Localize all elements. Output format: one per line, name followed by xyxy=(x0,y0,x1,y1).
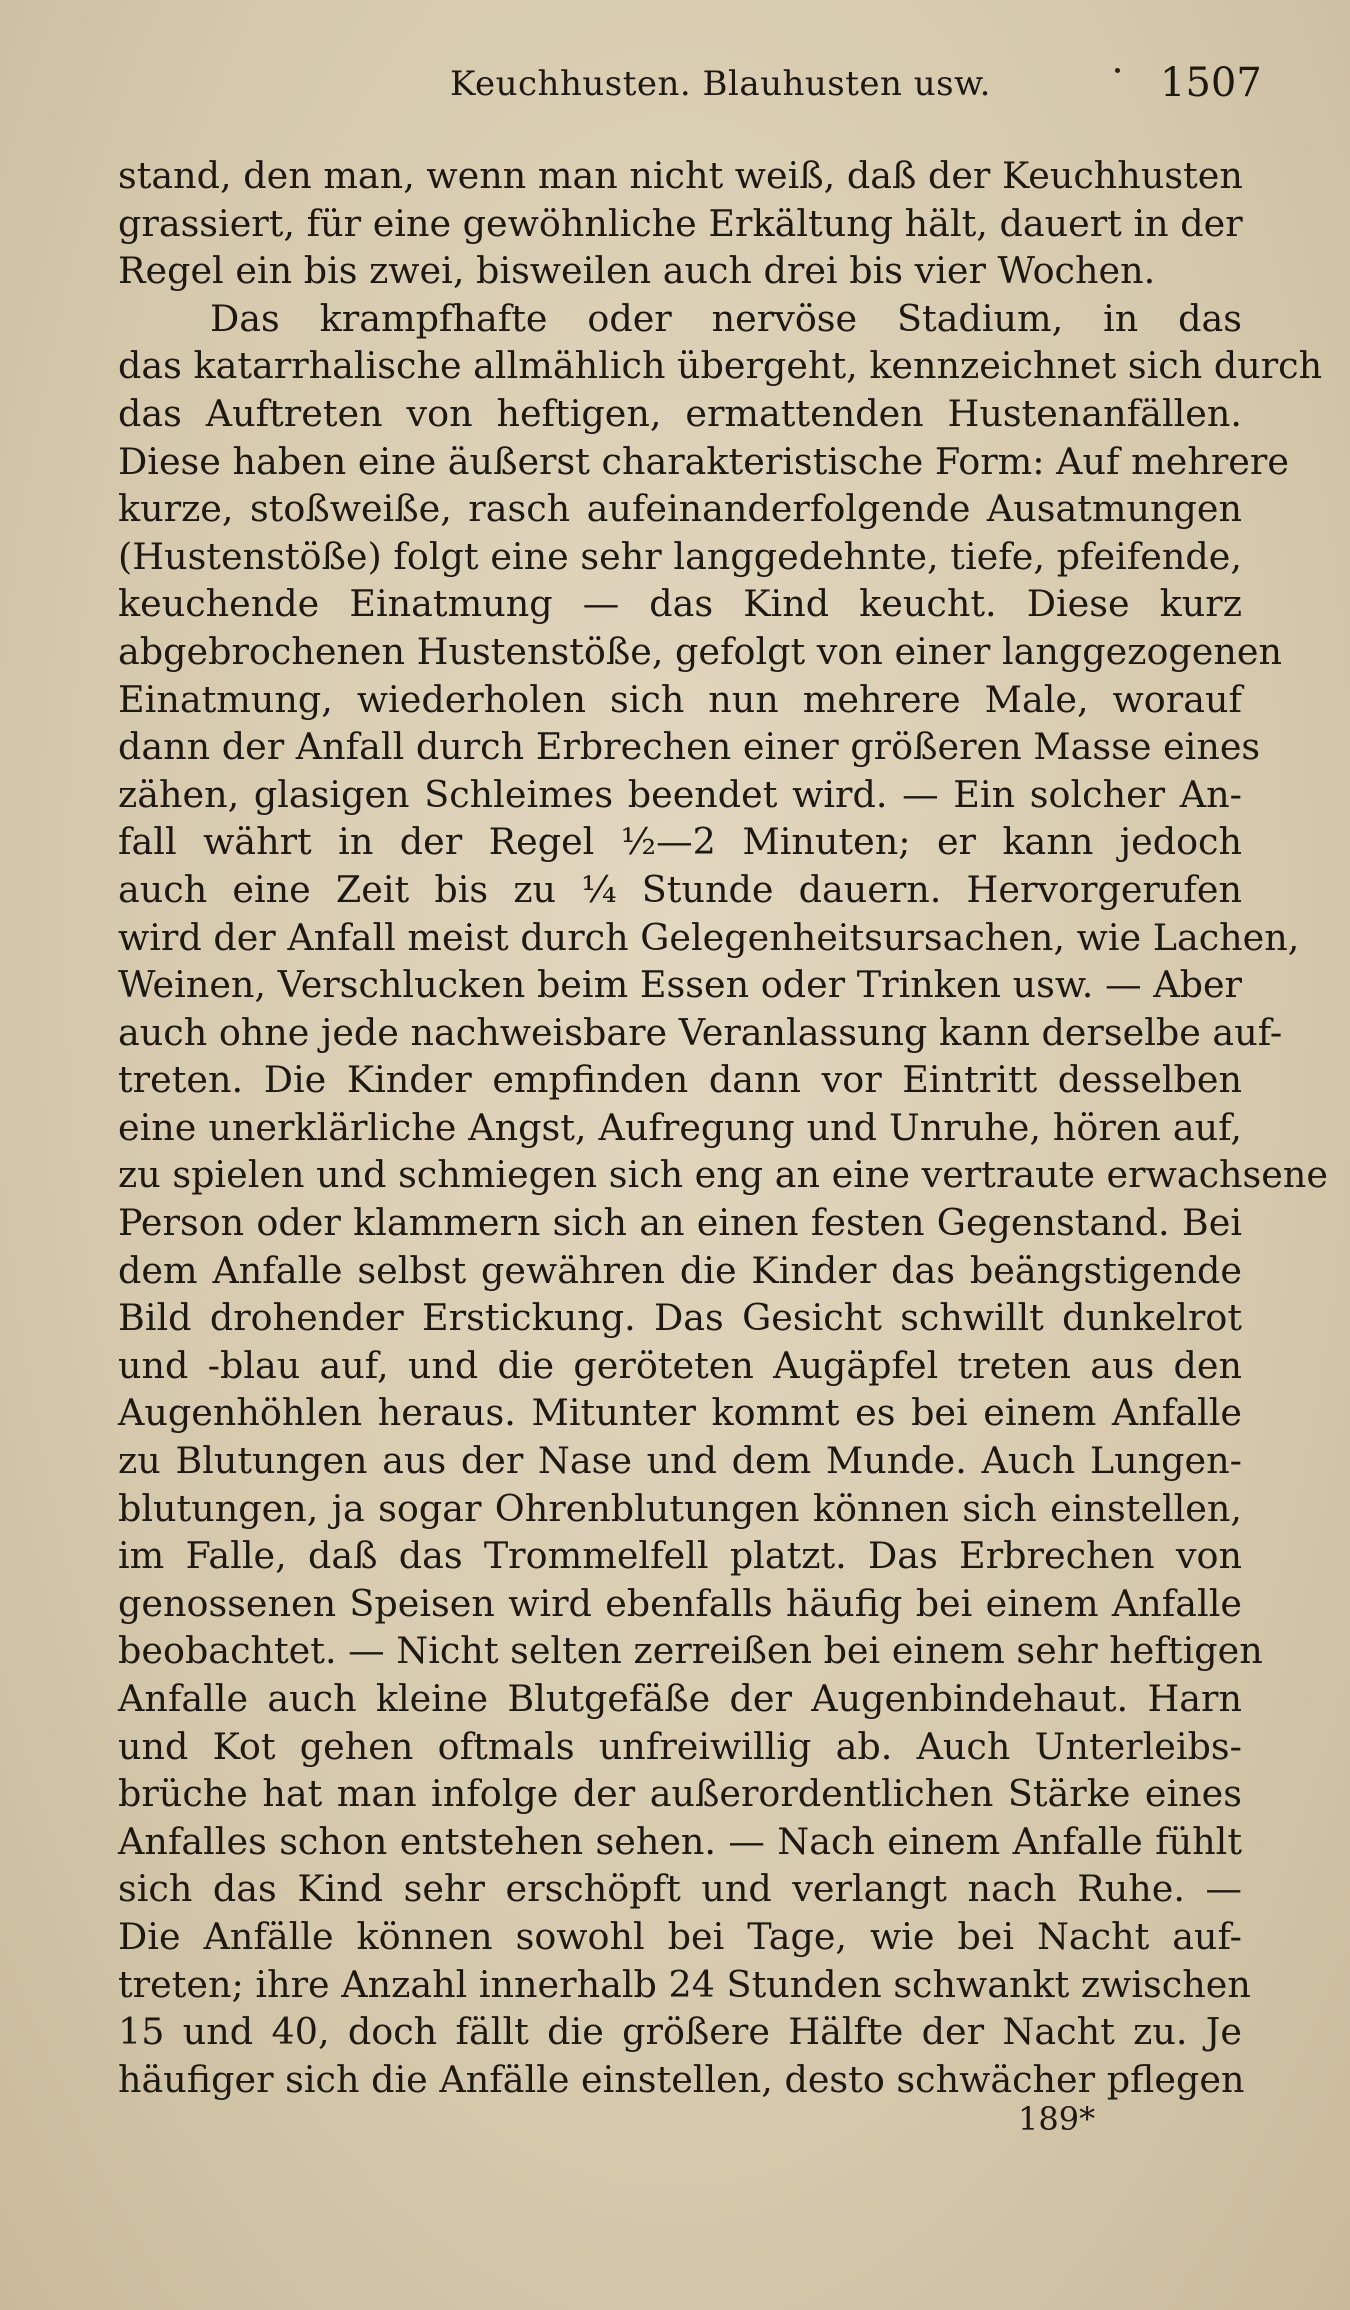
text-line: häufiger sich die Anfälle einstellen, desto schwächer pflegen xyxy=(118,2057,1245,2101)
text-line: zu Blutungen aus der Nase und dem Munde. Auch Lungen- xyxy=(118,1439,1242,1483)
text-line: stand, den man, wenn man nicht weiß, daß der Keuchhusten xyxy=(118,154,1243,197)
text-line: auch eine Zeit bis zu ¼ Stunde dauern. Hervorgerufen xyxy=(118,867,1242,911)
text-line: Diese haben eine äußerst charakteristische Form: Auf mehrere xyxy=(118,439,1289,483)
text-line: Einatmung, wiederholen sich nun mehrere Male, worauf xyxy=(118,677,1242,721)
text-line: (Hustenstöße) folgt eine sehr langgedehnte, tiefe, pfeifende, xyxy=(118,534,1242,578)
text-line: auch ohne jede nachweisbare Veranlassung kann derselbe auf- xyxy=(118,1010,1283,1054)
text-line: wird der Anfall meist durch Gelegenheitsursachen, wie Lachen, xyxy=(118,915,1300,959)
text-line: fall währt in der Regel ½—2 Minuten; er kann jedoch xyxy=(118,820,1242,864)
text-line: 15 und 40, doch fällt die größere Hälfte der Nacht zu. Je xyxy=(118,2010,1242,2054)
text-line: brüche hat man infolge der außerordentlichen Stärke eines xyxy=(118,1772,1242,1816)
text-line: beobachtet. — Nicht selten zerreißen bei einem sehr heftigen xyxy=(118,1629,1263,1673)
signature-mark: 189* xyxy=(1018,2100,1096,2138)
text-line: Das krampfhafte oder nervöse Stadium, in das xyxy=(210,296,1242,340)
text-line: Person oder klammern sich an einen festen Gegenstand. Bei xyxy=(118,1201,1242,1245)
text-line: abgebrochenen Hustenstöße, gefolgt von einer langgezogenen xyxy=(118,629,1283,673)
page-number: 1507 xyxy=(1160,60,1262,106)
text-line: Bild drohender Erstickung. Das Gesicht schwillt dunkelrot xyxy=(118,1296,1242,1340)
text-line: dann der Anfall durch Erbrechen einer größeren Masse eines xyxy=(118,725,1261,769)
text-line: kurze, stoßweiße, rasch aufeinanderfolgende Ausatmungen xyxy=(118,487,1242,531)
text-line: Die Anfälle können sowohl bei Tage, wie bei Nacht auf- xyxy=(118,1914,1242,1958)
text-line: zu spielen und schmiegen sich eng an eine vertraute erwachsene xyxy=(118,1153,1328,1197)
text-line: blutungen, ja sogar Ohrenblutungen können sich einstellen, xyxy=(118,1486,1242,1530)
text-line: eine unerklärliche Angst, Aufregung und Unruhe, hören auf, xyxy=(118,1105,1242,1149)
running-title: Keuchhusten. Blauhusten usw. xyxy=(450,64,991,104)
text-line: und -blau auf, und die geröteten Augäpfel treten aus den xyxy=(118,1343,1242,1387)
text-line: das katarrhalische allmählich übergeht, kennzeichnet sich durch xyxy=(118,344,1323,388)
text-line: Anfalle auch kleine Blutgefäße der Augenbindehaut. Harn xyxy=(118,1677,1242,1720)
text-line: und Kot gehen oftmals unfreiwillig ab. Auch Unterleibs- xyxy=(118,1724,1242,1768)
text-line: Regel ein bis zwei, bisweilen auch drei bis vier Wochen. xyxy=(118,249,1156,293)
text-line: sich das Kind sehr erschöpft und verlangt nach Ruhe. — xyxy=(118,1867,1242,1911)
text-line: das Auftreten von heftigen, ermattenden Hustenanfällen. xyxy=(118,391,1242,435)
text-line: keuchende Einatmung — das Kind keucht. Diese kurz xyxy=(118,582,1242,626)
text-line: zähen, glasigen Schleimes beendet wird. — Ein solcher An- xyxy=(118,772,1242,816)
ink-dot xyxy=(1115,68,1120,73)
text-line: Weinen, Verschlucken beim Essen oder Trinken usw. — Aber xyxy=(118,963,1242,1007)
text-line: Augenhöhlen heraus. Mitunter kommt es bei einem Anfalle xyxy=(118,1391,1242,1435)
body-text xyxy=(118,152,1328,2103)
text-line: Anfalles schon entstehen sehen. — Nach einem Anfalle fühlt xyxy=(118,1819,1242,1863)
text-line: grassiert, für eine gewöhnliche Erkältung hält, dauert in der xyxy=(118,201,1243,245)
text-line: dem Anfalle selbst gewähren die Kinder das beängstigende xyxy=(118,1248,1242,1292)
text-line: treten. Die Kinder empfinden dann vor Eintritt desselben xyxy=(118,1058,1242,1102)
text-line: genossenen Speisen wird ebenfalls häufig bei einem Anfalle xyxy=(118,1581,1242,1625)
text-line: treten; ihre Anzahl innerhalb 24 Stunden schwankt zwischen xyxy=(118,1962,1251,2006)
text-line: im Falle, daß das Trommelfell platzt. Das Erbrechen von xyxy=(118,1534,1242,1578)
